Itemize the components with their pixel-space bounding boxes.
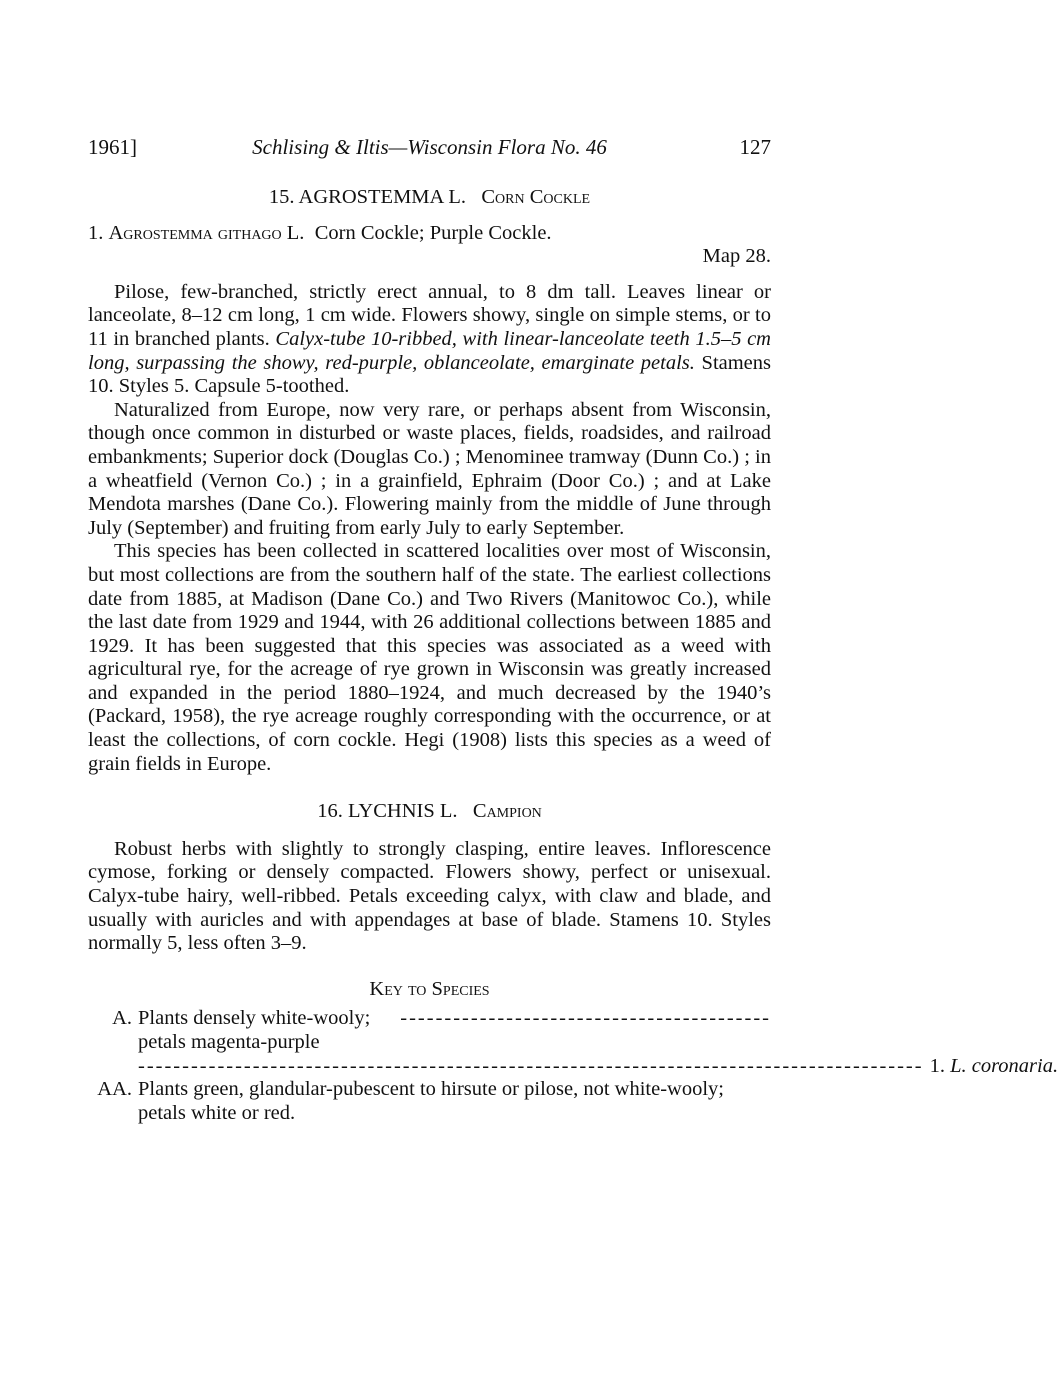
- species-common-names: Corn Cockle; Purple Cockle.: [314, 221, 552, 244]
- description-italic-text: Calyx-tube 10-ribbed, with linear-lanceolate teeth 1.5–5 cm long, surpassing the showy, red-purple, oblanceolate, emarginate petals.: [88, 327, 771, 374]
- agrostemma-distribution-paragraph: Naturalized from Europe, now very rare, or perhaps absent from Wisconsin, though once common in disturbed or waste places, fields, roadsides, and railroad embankments; Superior dock (Douglas Co.) ; Menominee tramway (Dunn Co.) ; in a wheatfield (Vernon Co.) ; in a grainfield, Ephraim (Door Co.) ; and at Lake Mendota marshes (Dane Co.). Flowering mainly from the middle of June through July (September) and fruiting from early July to early September.: [88, 398, 771, 539]
- key-lead-label: A.: [112, 1007, 132, 1030]
- genus-heading-main: 15. AGROSTEMMA L.: [268, 186, 466, 208]
- running-head-title: Schlising & Iltis—Wisconsin Flora No. 46: [252, 135, 607, 159]
- species-author: L.: [286, 221, 305, 244]
- map-reference: Map 28.: [702, 245, 771, 268]
- species-number: 1.: [88, 221, 104, 244]
- description-text-1: Pilose, few-branched, strictly erect annual, to 8 dm tall. Leaves linear or lanceolate, 8–12 cm long, 1 cm wide. Flowers showy, single on simple stems, or to 11 in branched plants.: [88, 280, 771, 350]
- lychnis-description: Robust herbs with slightly to strongly clasping, entire leaves. Inflorescence cymose, forking or densely compacted. Flowers showy, perfect or unisexual. Calyx-tube hairy, well-ribbed. Petals exceeding calyx, with claw and blade, and usually with auricles and with appendages at base of blade. Stamens 10. Styles normally 5, less often 3–9.: [88, 837, 771, 955]
- key-lead-a-result: [930, 1055, 1058, 1079]
- species-line-agrostemma-githago: [88, 222, 771, 246]
- running-head-year: 1961]: [88, 135, 137, 159]
- genus-heading-lychnis: [88, 800, 771, 824]
- key-result-species: L. coronaria.: [950, 1054, 1058, 1077]
- key-leader-dashes: ------------------------------------------: [400, 1007, 771, 1030]
- key-lead-aa-text: Plants green, glandular-pubescent to hirsute or pilose, not white-wooly; petals white or red.: [138, 1078, 724, 1124]
- species-name: Agrostemma githago: [108, 221, 282, 244]
- key-lead-a-text: Plants densely white-wooly; petals magenta-purple: [138, 1007, 371, 1053]
- key-lead-a-line: [138, 1007, 771, 1054]
- key-leader-dashes: -----------------------------------------------------------------------------------------: [138, 1054, 924, 1077]
- key-lead-a: [88, 1007, 771, 1054]
- genus-heading-main: 16. LYCHNIS L.: [317, 800, 458, 823]
- key-heading: Key to Species: [369, 977, 490, 1000]
- page: [88, 135, 1058, 1125]
- agrostemma-description: [88, 281, 771, 399]
- running-head: [88, 136, 771, 164]
- description-text-2: Stamens 10. Styles 5. Capsule 5-toothed.: [88, 351, 772, 398]
- key-result-number: 1.: [929, 1054, 945, 1077]
- page-number: 127: [739, 135, 771, 159]
- genus-heading-agrostemma: [88, 186, 771, 210]
- key-lead-label: AA.: [97, 1078, 132, 1101]
- genus-heading-common: Corn Cockle: [481, 186, 591, 208]
- agrostemma-history-paragraph: This species has been collected in scattered localities over most of Wisconsin, but most collections are from the southern half of the state. The earliest collections date from 1885, at Madison (Dane Co.) and Two Rivers (Manitowoc Co.), while the last date from 1929 and 1944, with 26 additional collections between 1885 and 1929. It has been suggested that this species was associated as a weed with agricultural rye, for the acreage of rye grown in Wisconsin was greatly increased and expanded in the period 1880–1924, and much decreased by the 1940’s (Packard, 1958), the rye acreage roughly corresponding with the occurrence, or at least the collections, of corn cockle. Hegi (1908) lists this species as a weed of grain fields in Europe.: [88, 540, 771, 775]
- key-lead-aa: [88, 1078, 771, 1125]
- genus-heading-common: Campion: [472, 800, 542, 823]
- key-lead-a-result-line: [88, 1054, 1058, 1079]
